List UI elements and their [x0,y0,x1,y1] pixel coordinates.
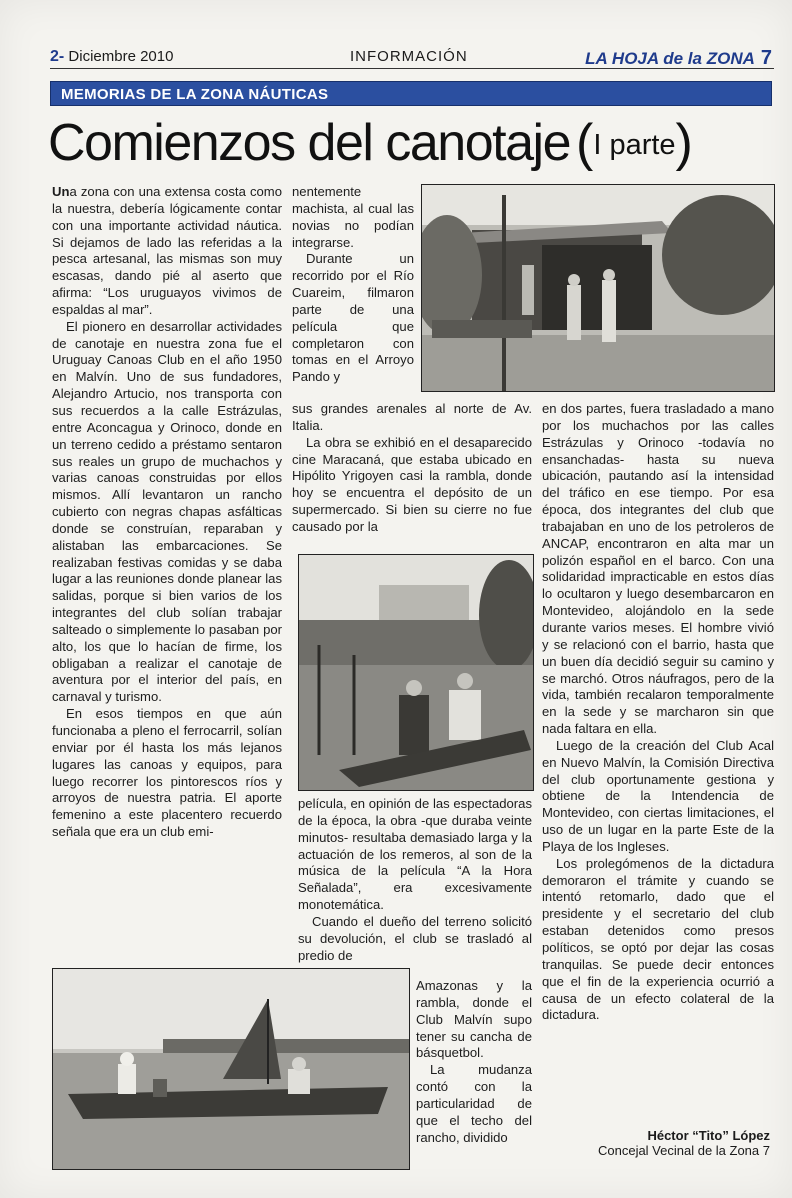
issue-date [50,48,173,66]
drop-cap: Un [52,184,70,199]
section-band: MEMORIAS DE LA ZONA NÁUTICAS [50,81,772,106]
paragraph: La mudanza contó con la particularidad de que el techo del rancho, dividido [416,1062,532,1145]
article-title [48,108,778,178]
article-column-2-lower [298,796,532,964]
article-column-2-top [292,184,414,386]
paragraph: nentemente machista, al cual las novias no podían integrarse. [292,184,414,250]
page-number-left: 2- [50,48,65,65]
paragraph: La obra se exhibió en el desaparecido cine Maracaná, que estaba ubicado en Hipólito Yrigoyen casi la rambla, donde hoy se encuentra el depósito de un supermercado. Si bien su cierre no fue causado por la [292,434,532,534]
article-column-3 [542,401,774,1024]
brand-name: LA HOJA de la ZONA [585,49,755,68]
paragraph: Durante un recorrido por el Río Cuareim, filmaron parte de una película que completaron con tomas en el Arroyo Pando y [292,251,414,385]
article-column-1 [52,184,282,841]
header-rule [50,68,774,69]
photo-sailing-canoe [52,968,410,1170]
paragraph: Los prolegómenos de la dictadura demoraron el trámite y cuando se intentó retomarlo, dado que el presidente y el secretario del club estaban detenidos como presos políticos, se optó por dejar las cosas tranquilas. Se puede decir entonces que el fin de la experiencia ocurrió a causa de un efecto colateral de la dictadura. [542,855,774,1023]
photo-rancho [421,184,775,392]
article-column-2-bottom [416,978,532,1146]
section-label: INFORMACIÓN [350,48,468,65]
paragraph: El pionero en desarrollar actividades de canotaje en nuestra zona fue el Uruguay Canoas Club en el año 1950 en Malvín. Uno de sus fundadores, Alejandro Artucio, nos transporta con sus recuerdos a la calle Estrázulas, entre Aconcagua y Orinoco, donde en un terreno cedido a préstamo sentaron sus reales un grupo de muchachos y varias canoas construidas por ellos mismos. Allí levantaron un rancho cubierto con negras chapas asfálticas donde se construían, reparaban y alistaban las embarcaciones. Se realizaban festivas comidas y se daba lugar a las reuniones donde planear las salidas, porque si bien varios de los integrantes del club solían trabajar salteado o simplemente lo pasaban por alto, los que lo hacían de firme, los obligaban a realizar el canotaje de aventura por el interior del país, en carnaval y turismo. [52,318,282,705]
paragraph: sus grandes arenales al norte de Av. Italia. [292,401,532,433]
author-role: Concejal Vecinal de la Zona 7 [597,1143,770,1158]
title-main: Comienzos del canotaje [48,114,570,172]
title-part: (I parte) [576,114,693,172]
paragraph: película, en opinión de las espectadoras de la época, la obra -que duraba veinte minutos- resultaba demasiado larga y la actuación de los remeros, al son de la música de la película “A la Hora Señalada”, era excesivamente monotemática. [298,796,532,913]
paragraph: Amazonas y la rambla, donde el Club Malvín supo tener su cancha de básquetbol. [416,978,532,1061]
article-column-2-mid [292,401,532,536]
signature-block [598,1128,770,1158]
paragraph: Una zona con una extensa costa como la nuestra, debería lógicamente contar con una importante actividad náutica. Si dejamos de lado las referidas a la pesca artesanal, las mismas son muy escasas, dando pié al aserto que afirma: “Los uruguayos vivimos de espaldas al mar”. [52,184,282,317]
date-label: Diciembre 2010 [68,48,174,65]
paragraph: En esos tiempos en que aún funcionaba a pleno el ferrocarril, solían enviar por él hasta los más lejanos lugares las canoas y equipos, para luego recorrer los pintorescos ríos y arroyos de nuestra patria. El aporte femenino a este placentero recuerdo señala que era un club emi- [52,706,282,840]
paragraph: Cuando el dueño del terreno solicitó su devolución, el club se trasladó al predio de [298,913,532,963]
paragraph: Luego de la creación del Club Acal en Nuevo Malvín, la Comisión Directiva del club oportunamente gestiona y obtiene de la Intendencia de Montevideo, con ciertas limitaciones, el uso de un lugar en la parte Este de la Playa de los Ingleses. [542,737,774,854]
paragraph: en dos partes, fuera trasladado a mano por los muchachos por las calles Estrázulas y Orinoco -todavía no ensanchadas- hasta su nueva ubicación, pautando así la intensidad del tráfico en ese tiempo. Por esa época, dos integrantes del club que trabajaban en uno de los petroleros de ANCAP, encontraron en alta mar un polizón español en el barco. Con una solidaridad impracticable en estos días lo ocultaron y luego desembarcaron en Montevideo, alojándolo en la sede durante varios meses. El hombre vivió y se relacionó con el barrio, hasta que un buen día decidió seguir su camino y se marchó. Otros náufragos, pero de la vida, también recalaron temporalmente en la sede y se marcharon sin que nada faltara en ella. [542,401,774,737]
page-header [50,48,772,68]
author-name: Héctor “Tito” López [647,1128,770,1143]
brand-logo [585,47,772,70]
page-number-right: 7 [760,47,772,69]
photo-canoe-shore [298,554,534,791]
